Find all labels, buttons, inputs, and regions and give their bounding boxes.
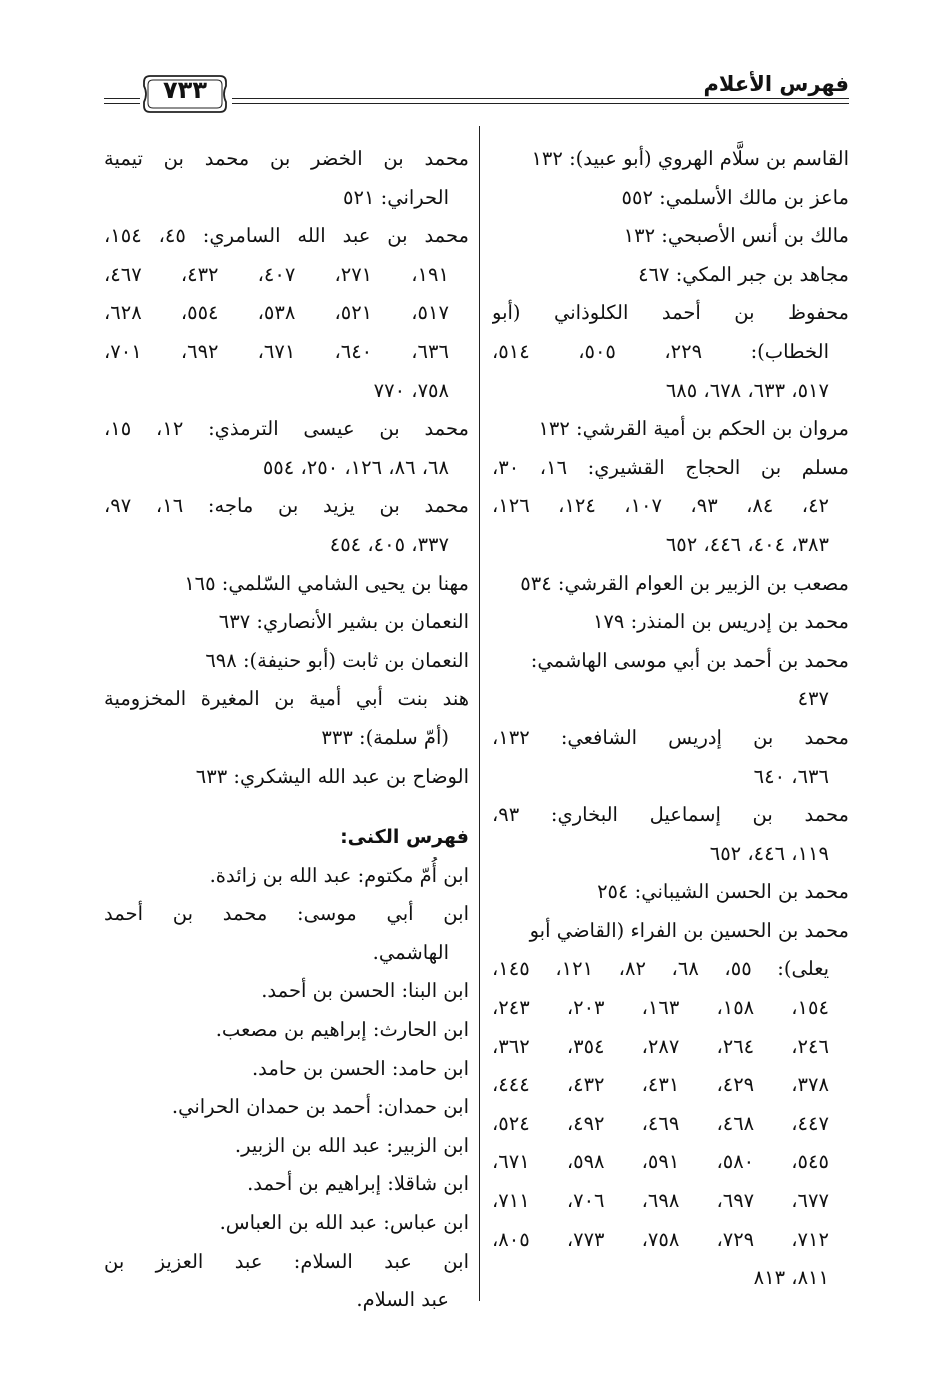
index-entry-continuation: ٢٤٦، ٢٦٤، ٢٨٧، ٣٥٤، ٣٦٢، <box>492 1034 829 1058</box>
index-entry-continuation: ١١٩، ٤٤٦، ٦٥٢ <box>709 841 829 865</box>
index-entry: ابن عباس: عبد الله بن العباس. <box>219 1211 469 1235</box>
index-entry: ابن عبد السلام: عبد العزيز بن <box>104 1249 469 1273</box>
header-rule-short <box>104 98 140 99</box>
index-entry: مروان بن الحكم بن أمية القرشي: ١٣٢ <box>538 417 849 441</box>
index-entry-continuation: الخطاب): ٢٢٩، ٥٠٥، ٥١٤، <box>492 339 829 363</box>
section-gap <box>104 796 469 818</box>
index-entry-continuation: ٨١١، ٨١٣ <box>753 1266 829 1290</box>
left-column <box>104 140 469 1320</box>
index-entry: مجاهد بن جبر المكي: ٤٦٧ <box>638 262 849 286</box>
index-entry: محمد بن الحسين بن الفراء (القاضي أبو <box>529 918 849 942</box>
index-entry: محمد بن عيسى الترمذي: ١٢، ١٥، <box>104 417 469 441</box>
index-entry-continuation: ٣٧٨، ٤٢٩، ٤٣١، ٤٣٢، ٤٤٤، <box>492 1073 829 1097</box>
index-entry: النعمان بن بشير الأنصاري: ٦٣٧ <box>218 610 469 634</box>
index-entry-continuation: ٦٧٧، ٦٩٧، ٦٩٨، ٧٠٦، ٧١١، <box>492 1189 829 1213</box>
index-entry: مسلم بن الحجاج القشيري: ١٦، ٣٠، <box>492 455 849 479</box>
index-entry-continuation: (أمّ سلمة): ٣٣٣ <box>321 725 449 749</box>
page-header-title: فهرس الأعلام <box>703 72 849 96</box>
page-number-frame <box>140 72 230 116</box>
index-entry: ابن حامد: الحسن بن حامد. <box>251 1056 469 1080</box>
header-rule-main-2 <box>232 103 849 104</box>
index-entry: مصعب بن الزبير بن العوام القرشي: ٥٣٤ <box>520 571 849 595</box>
index-entry-continuation: ٣٨٣، ٤٠٤، ٤٤٦، ٦٥٢ <box>665 532 829 556</box>
index-entry: ابن أُمّ مكتوم: عبد الله بن زائدة. <box>209 863 469 887</box>
index-entry: الوضاح بن عبد الله اليشكري: ٦٣٣ <box>195 764 469 788</box>
index-entry-continuation: الهاشمي. <box>372 940 449 964</box>
index-entry: ماعز بن مالك الأسلمي: ٥٥٢ <box>621 185 849 209</box>
index-entry: محمد بن الحسن الشيباني: ٢٥٤ <box>597 880 849 904</box>
index-entry: ابن البنا: الحسن بن أحمد. <box>261 979 469 1003</box>
index-entry-continuation: ٦٣٦، ٦٤٠، ٦٧١، ٦٩٢، ٧٠١، <box>104 339 449 363</box>
index-entry: مالك بن أنس الأصبحي: ١٣٢ <box>623 224 849 248</box>
index-entry-continuation: عبد السلام. <box>356 1288 449 1312</box>
index-entry: محفوظ بن أحمد الكلوذاني (أبو <box>492 301 849 325</box>
index-entry-continuation: ٥٤٥، ٥٨٠، ٥٩١، ٥٩٨، ٦٧١، <box>492 1150 829 1174</box>
index-entry: محمد بن الخضر بن محمد بن تيمية <box>104 147 469 170</box>
index-entry-continuation: ٥١٧، ٦٣٣، ٦٧٨، ٦٨٥ <box>665 378 829 402</box>
index-entry: النعمان بن ثابت (أبو حنيفة): ٦٩٨ <box>205 648 469 672</box>
section-heading-kunya: فهرس الكنى: <box>340 826 469 849</box>
index-entry-continuation: يعلى): ٥٥، ٦٨، ٨٢، ١٢١، ١٤٥، <box>492 957 830 981</box>
index-entry: محمد بن إدريس الشافعي: ١٣٢، <box>492 725 849 749</box>
index-entry: هند بنت أبي أمية بن المغيرة المخزومية <box>104 687 469 711</box>
index-entry-continuation: ٤٤٧، ٤٦٨، ٤٦٩، ٤٩٢، ٥٢٤، <box>492 1111 829 1135</box>
index-entry-continuation: ٧٥٨، ٧٧٠ <box>373 378 449 402</box>
right-column <box>492 140 849 1298</box>
index-entry: ابن أبي موسى: محمد بن أحمد <box>104 902 469 926</box>
index-entry-continuation: ٤٢، ٨٤، ٩٣، ١٠٧، ١٢٤، ١٢٦، <box>492 494 830 518</box>
index-entry: ابن شاقلا: إبراهيم بن أحمد. <box>247 1172 469 1196</box>
index-entry-continuation: ٥١٧، ٥٢١، ٥٣٨، ٥٥٤، ٦٢٨، <box>104 301 449 325</box>
index-entry: ابن حمدان: أحمد بن حمدان الحراني. <box>171 1095 469 1119</box>
column-divider <box>479 126 480 1301</box>
index-entry-continuation: ٣٣٧، ٤٠٥، ٤٥٤ <box>329 532 449 556</box>
index-entry-continuation: ٧١٢، ٧٢٩، ٧٥٨، ٧٧٣، ٨٠٥، <box>492 1227 829 1251</box>
index-entry: ابن الزبير: عبد الله بن الزبير. <box>234 1133 469 1157</box>
index-entry: محمد بن إسماعيل البخاري: ٩٣، <box>492 803 849 827</box>
index-entry: محمد بن إدريس بن المنذر: ١٧٩ <box>592 610 849 634</box>
index-entry-continuation: الحراني: ٥٢١ <box>343 185 449 209</box>
index-entry: مهنا بن يحيى الشامي السّلمي: ١٦٥ <box>184 571 469 595</box>
header-rule-main <box>232 98 849 99</box>
header-rule-short-2 <box>104 103 140 104</box>
index-entry: محمد بن عبد الله السامري: ٤٥، ١٥٤، <box>104 224 469 248</box>
index-entry-continuation: ٦٣٦، ٦٤٠ <box>753 764 829 788</box>
index-entry-continuation: ١٩١، ٢٧١، ٤٠٧، ٤٣٢، ٤٦٧، <box>104 262 449 286</box>
page-number: ٧٣٣ <box>163 76 207 104</box>
index-entry: ابن الحارث: إبراهيم بن مصعب. <box>215 1018 469 1042</box>
index-entry: محمد بن يزيد بن ماجه: ١٦، ٩٧، <box>104 494 469 518</box>
index-entry-continuation: ٦٨، ٨٦، ١٢٦، ٢٥٠، ٥٥٤ <box>262 455 449 479</box>
index-entry: محمد بن أحمد بن أبي موسى الهاشمي: <box>530 648 849 672</box>
index-entry: القاسم بن سلَّام الهروي (أبو عبيد): ١٣٢ <box>531 147 849 170</box>
index-entry-continuation: ١٥٤، ١٥٨، ١٦٣، ٢٠٣، ٢٤٣، <box>492 996 829 1020</box>
index-entry-continuation: ٤٣٧ <box>797 687 829 711</box>
